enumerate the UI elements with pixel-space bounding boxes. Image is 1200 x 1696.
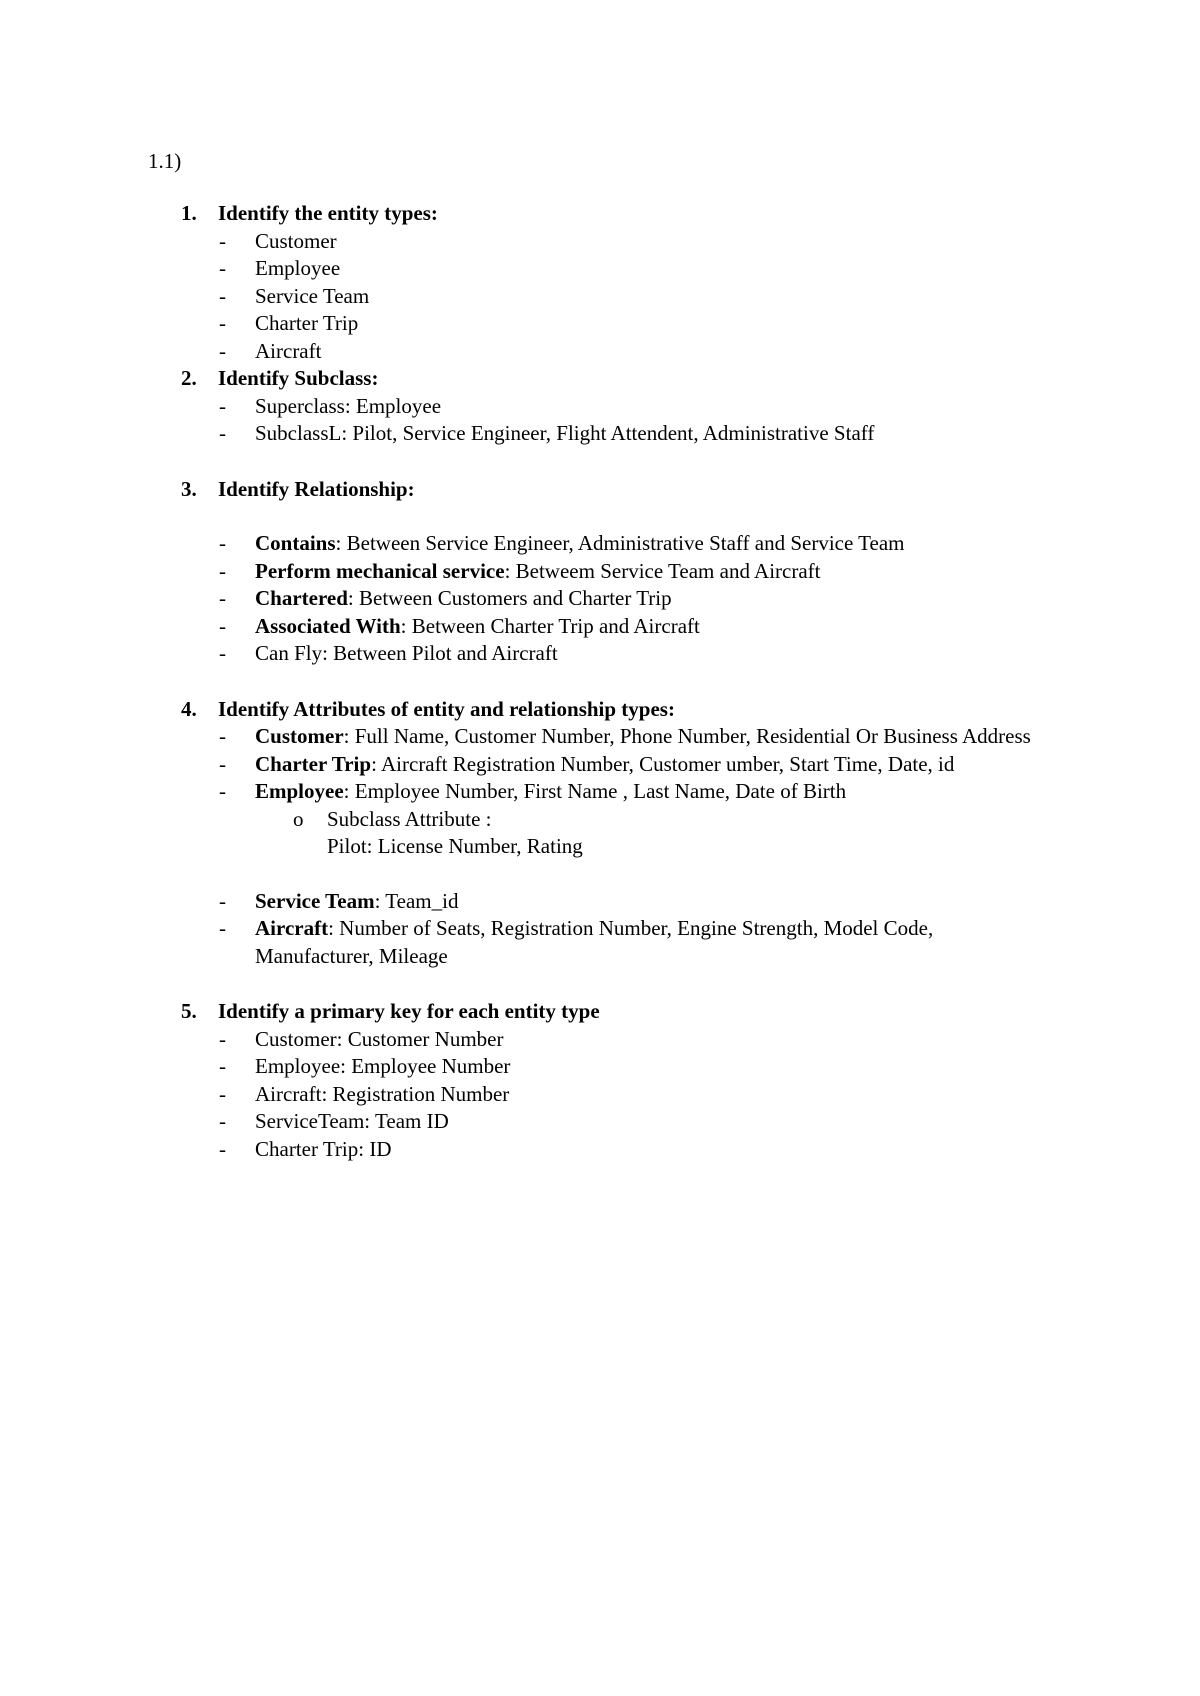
section-entity-types: [0, 200, 1200, 365]
spacer: [0, 970, 1200, 998]
list-item: - Service Team: Team_id: [219, 888, 459, 913]
list-item: - Charter Trip: [219, 311, 359, 335]
section-number: 2.: [181, 366, 197, 390]
section-attributes: [0, 696, 1200, 971]
spacer: [0, 668, 1200, 696]
section-number: 4.: [181, 696, 197, 721]
list-item: - Perform mechanical service: Betweem Service Team and Aircraft: [219, 558, 821, 583]
section-title: 4. Identify Attributes of entity and relationship types:: [0, 696, 1200, 724]
list-item: - Aircraft: Number of Seats, Registration Number, Engine Strength, Model Code, Manufacturer, Mileage: [219, 916, 934, 968]
list-item: - Superclass: Employee: [219, 393, 442, 418]
list-item: - Chartered: Between Customers and Charter Trip: [219, 586, 672, 610]
section-number: 5.: [181, 999, 197, 1023]
list-item: - Customer: Customer Number: [219, 1026, 504, 1051]
list-item: - Aircraft: [219, 338, 322, 363]
section-title: 2. Identify Subclass:: [0, 365, 1200, 393]
question-number: 1.1): [148, 149, 182, 173]
list-item: - Employee: Employee Number, First Name , Last Name, Date of Birth: [219, 779, 847, 803]
list-item: - Service Team: [219, 283, 370, 308]
list-item: - ServiceTeam: Team ID: [219, 1109, 449, 1133]
spacer: [0, 448, 1200, 476]
list-item: - Charter Trip: ID: [219, 1136, 392, 1161]
section-title: 1. Identify the entity types:: [0, 200, 1200, 228]
list-item: - Employee: Employee Number: [219, 1054, 511, 1078]
list-item: - Aircraft: Registration Number: [219, 1081, 510, 1106]
section-title: 3. Identify Relationship:: [0, 476, 1200, 504]
list-item: - Employee: [219, 256, 341, 280]
section-primary-keys: [0, 998, 1200, 1163]
circle-bullet: o: [293, 806, 304, 831]
list-item: - Customer: [219, 228, 337, 253]
sub-list-detail: Pilot: License Number, Rating: [327, 834, 583, 858]
spacer: [0, 861, 1200, 888]
section-relationship: [0, 476, 1200, 668]
list-item: - Charter Trip: Aircraft Registration Number, Customer umber, Start Time, Date, id: [219, 751, 955, 776]
section-subclass: [0, 365, 1200, 448]
list-item: - Customer: Full Name, Customer Number, Phone Number, Residential Or Business Address: [219, 724, 1031, 748]
list-item: - SubclassL: Pilot, Service Engineer, Flight Attendent, Administrative Staff: [219, 421, 875, 445]
spacer: [0, 503, 1200, 530]
sub-list-item: o Subclass Attribute :: [0, 806, 1200, 834]
list-item: - Can Fly: Between Pilot and Aircraft: [219, 641, 558, 665]
section-number: 3.: [181, 476, 197, 501]
section-title: 5. Identify a primary key for each entity type: [0, 998, 1200, 1026]
list-item: - Contains: Between Service Engineer, Administrative Staff and Service Team: [219, 531, 905, 555]
document-body: [0, 200, 1200, 1163]
section-number: 1.: [181, 201, 197, 225]
list-item: - Associated With: Between Charter Trip and Aircraft: [219, 613, 700, 638]
